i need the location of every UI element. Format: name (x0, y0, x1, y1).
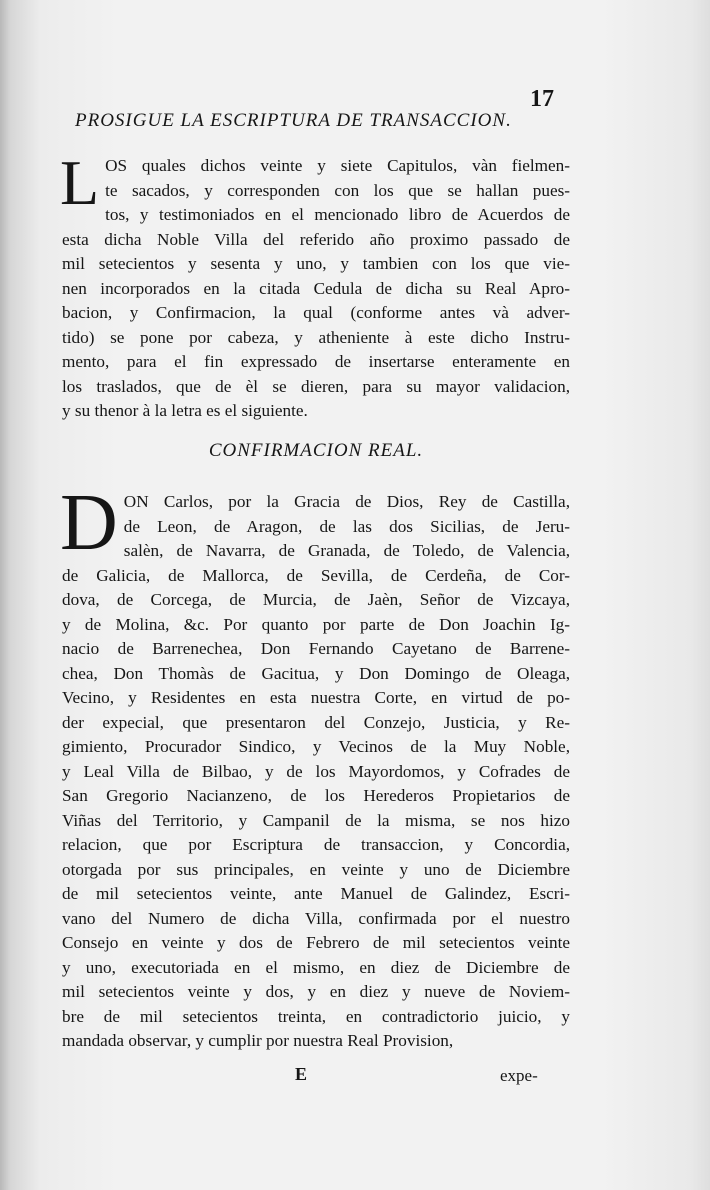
text-line: de mil setecientos veinte, ante Manuel de Galindez, Escri- (62, 884, 570, 903)
text-line: y Leal Villa de Bilbao, y de los Mayordomos, y Cofrades de (62, 761, 570, 781)
running-title: PROSIGUE LA ESCRIPTURA DE TRANSACCION. (75, 110, 512, 131)
text-line: salèn, de Navarra, de Granada, de Toledo, de Valencia, (123, 541, 570, 560)
text-line: mil setecientos veinte y dos, y en diez y nueve de Noviem- (62, 982, 570, 1001)
page-number: 17 (530, 86, 554, 112)
text-line: mil setecientos y sesenta y uno, y tambien con los que vie- (62, 254, 570, 273)
text-line: der expecial, que presentaron del Conzejo, Justicia, y Re- (62, 712, 570, 732)
text-line: OS quales dichos veinte y siete Capitulos, vàn fielmen- (105, 156, 570, 175)
signature-mark: E (295, 1064, 308, 1084)
text-line: tido) se pone por cabeza, y atheniente à este dicho Instru- (62, 327, 570, 347)
text-line: tos, y testimoniados en el mencionado libro de Acuerdos de (105, 205, 570, 224)
text-line: otorgada por sus principales, en veinte y uno de Diciembre (62, 859, 570, 879)
text-line: te sacados, y corresponden con los que se hallan pues- (105, 180, 570, 200)
text-line: nen incorporados en la citada Cedula de dicha su Real Apro- (62, 278, 570, 298)
text-line: esta dicha Noble Villa del referido año proximo passado de (62, 229, 570, 249)
text-line: de Galicia, de Mallorca, de Sevilla, de Cerdeña, de Cor- (62, 565, 570, 585)
intro-paragraph (60, 147, 570, 424)
dropcap-l: L (60, 147, 100, 218)
text-line: ON Carlos, por la Gracia de Dios, Rey de Castilla, (123, 492, 570, 511)
text-line: relacion, que por Escriptura de transaccion, y Concordia, (62, 835, 570, 854)
text-line: y su thenor à la letra es el siguiente. (62, 401, 308, 420)
text-line: y de Molina, &c. Por quanto por parte de Don Joachin Ig- (62, 614, 570, 634)
text-line: Vecino, y Residentes en esta nuestra Corte, en virtud de po- (62, 688, 570, 707)
text-line: chea, Don Thomàs de Gacitua, y Don Domingo de Oleaga, (62, 663, 570, 683)
text-line: mandada observar, y cumplir por nuestra Real Provision, (62, 1031, 454, 1050)
text-line: gimiento, Procurador Sindico, y Vecinos de la Muy Noble, (62, 737, 570, 756)
text-line: y uno, executoriada en el mismo, en diez de Diciembre de (62, 957, 570, 977)
text-line: nacio de Barrenechea, Don Fernando Cayetano de Barrene- (62, 639, 570, 658)
text-line: los traslados, que de èl se dieren, para su mayor validacion, (62, 376, 570, 396)
text-line: de Leon, de Aragon, de las dos Sicilias, de Jeru- (123, 516, 570, 536)
body-paragraph (60, 479, 570, 1054)
text-line: bre de mil setecientos treinta, en contradictorio juicio, y (62, 1006, 570, 1026)
text-line: dova, de Corcega, de Murcia, de Jaèn, Señor de Vizcaya, (62, 590, 570, 609)
dropcap-d: D (60, 479, 118, 567)
text-line: mento, para el fin expressado de insertarse enteramente en (62, 352, 570, 371)
text-line: San Gregorio Nacianzeno, de los Herederos Propietarios de (62, 786, 570, 805)
text-line: Consejo en veinte y dos de Febrero de mil setecientos veinte (62, 933, 570, 952)
section-heading: CONFIRMACION REAL. (208, 440, 424, 461)
catchword: expe- (500, 1066, 538, 1085)
text-line: bacion, y Confirmacion, la qual (conforme antes và adver- (62, 303, 570, 322)
text-line: vano del Numero de dicha Villa, confirmada por el nuestro (62, 908, 570, 928)
text-line: Viñas del Territorio, y Campanil de la misma, se nos hizo (62, 810, 570, 830)
